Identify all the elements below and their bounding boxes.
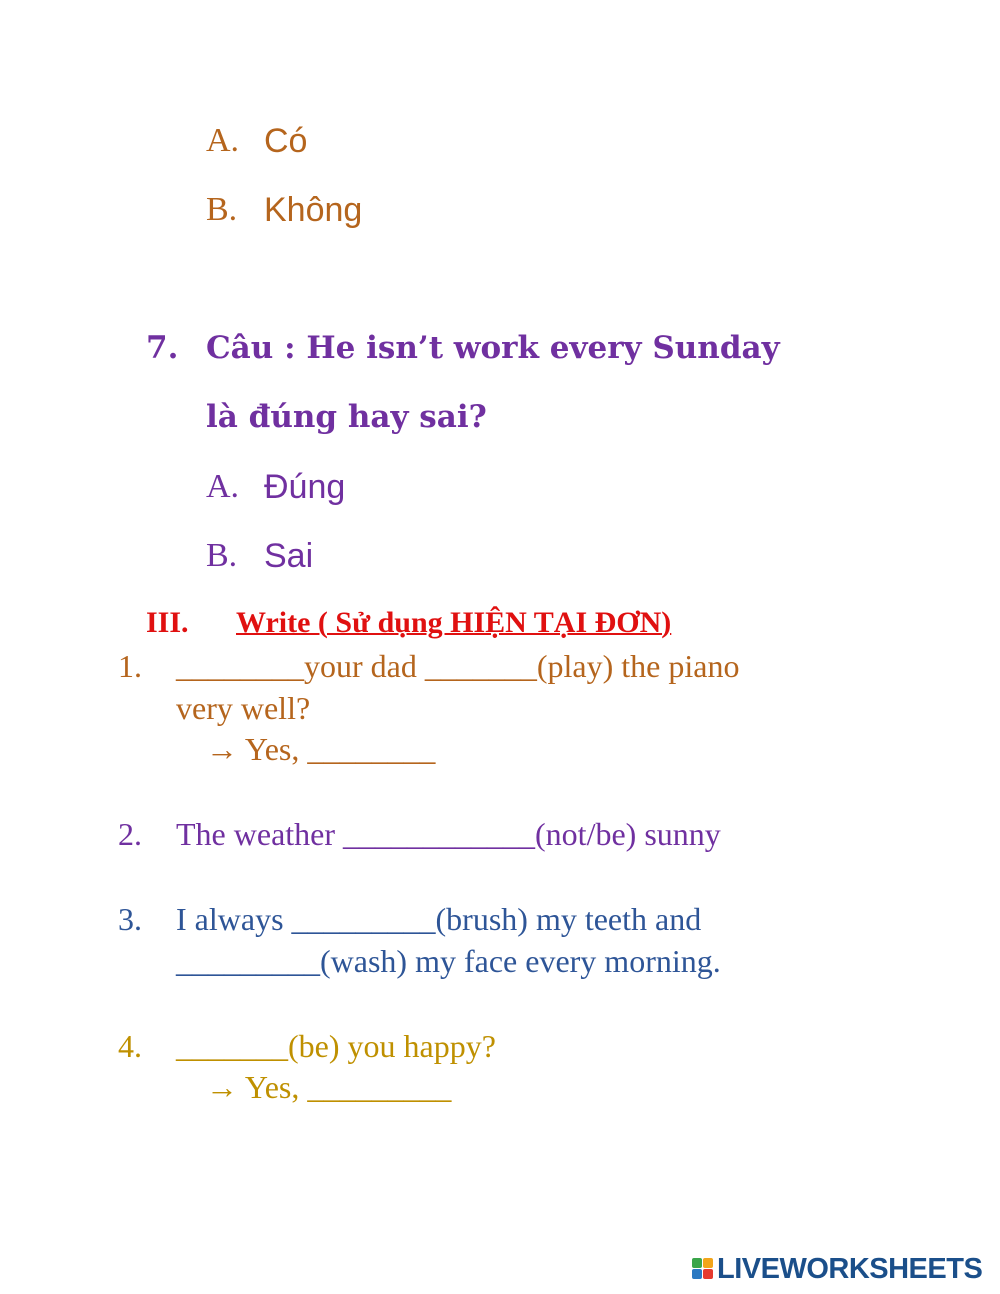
item-3-line-2: _________(wash) my face every morning. bbox=[176, 943, 721, 979]
q7-option-b-letter: B. bbox=[206, 537, 238, 574]
q7-option-b-text: Sai bbox=[264, 537, 314, 575]
item-3-number: 3. bbox=[118, 901, 142, 937]
q7-option-a-letter: A. bbox=[206, 468, 240, 505]
item-2-number: 2. bbox=[118, 816, 142, 852]
item-4-line-1: _______(be) you happy? bbox=[176, 1028, 496, 1064]
section-numeral: III. bbox=[146, 606, 189, 639]
q6-option-a-letter: A. bbox=[206, 122, 240, 159]
liveworksheets-logo-icon bbox=[692, 1258, 713, 1279]
section-title: Write ( Sử dụng HIỆN TẠI ĐƠN) bbox=[236, 606, 672, 639]
logo-square-orange bbox=[703, 1258, 713, 1268]
q7-line-1: Câu : He isn’t work every Sunday bbox=[206, 330, 780, 366]
item-1-line-2: very well? bbox=[176, 690, 311, 726]
liveworksheets-logo-text: LIVEWORKSHEETS bbox=[717, 1253, 983, 1285]
q6-option-b-letter: B. bbox=[206, 191, 238, 228]
logo-square-red bbox=[703, 1269, 713, 1279]
q6-option-b-text: Không bbox=[264, 191, 363, 229]
item-3-line-1: I always _________(brush) my teeth and bbox=[176, 901, 702, 937]
item-1-answer: → Yes, ________ bbox=[206, 731, 436, 767]
logo-square-blue bbox=[692, 1269, 702, 1279]
logo-square-green bbox=[692, 1258, 702, 1268]
q7-number: 7. bbox=[146, 330, 179, 366]
item-4-answer: → Yes, _________ bbox=[206, 1069, 452, 1105]
item-2-line-1: The weather ____________(not/be) sunny bbox=[176, 816, 721, 852]
q7-option-a-text: Đúng bbox=[264, 468, 346, 506]
q7-line-2: là đúng hay sai? bbox=[206, 399, 487, 435]
item-1-line-1: ________your dad _______(play) the piano bbox=[176, 648, 740, 684]
item-1-number: 1. bbox=[118, 648, 142, 684]
item-4-number: 4. bbox=[118, 1028, 142, 1064]
q6-option-a-text: Có bbox=[264, 122, 308, 160]
